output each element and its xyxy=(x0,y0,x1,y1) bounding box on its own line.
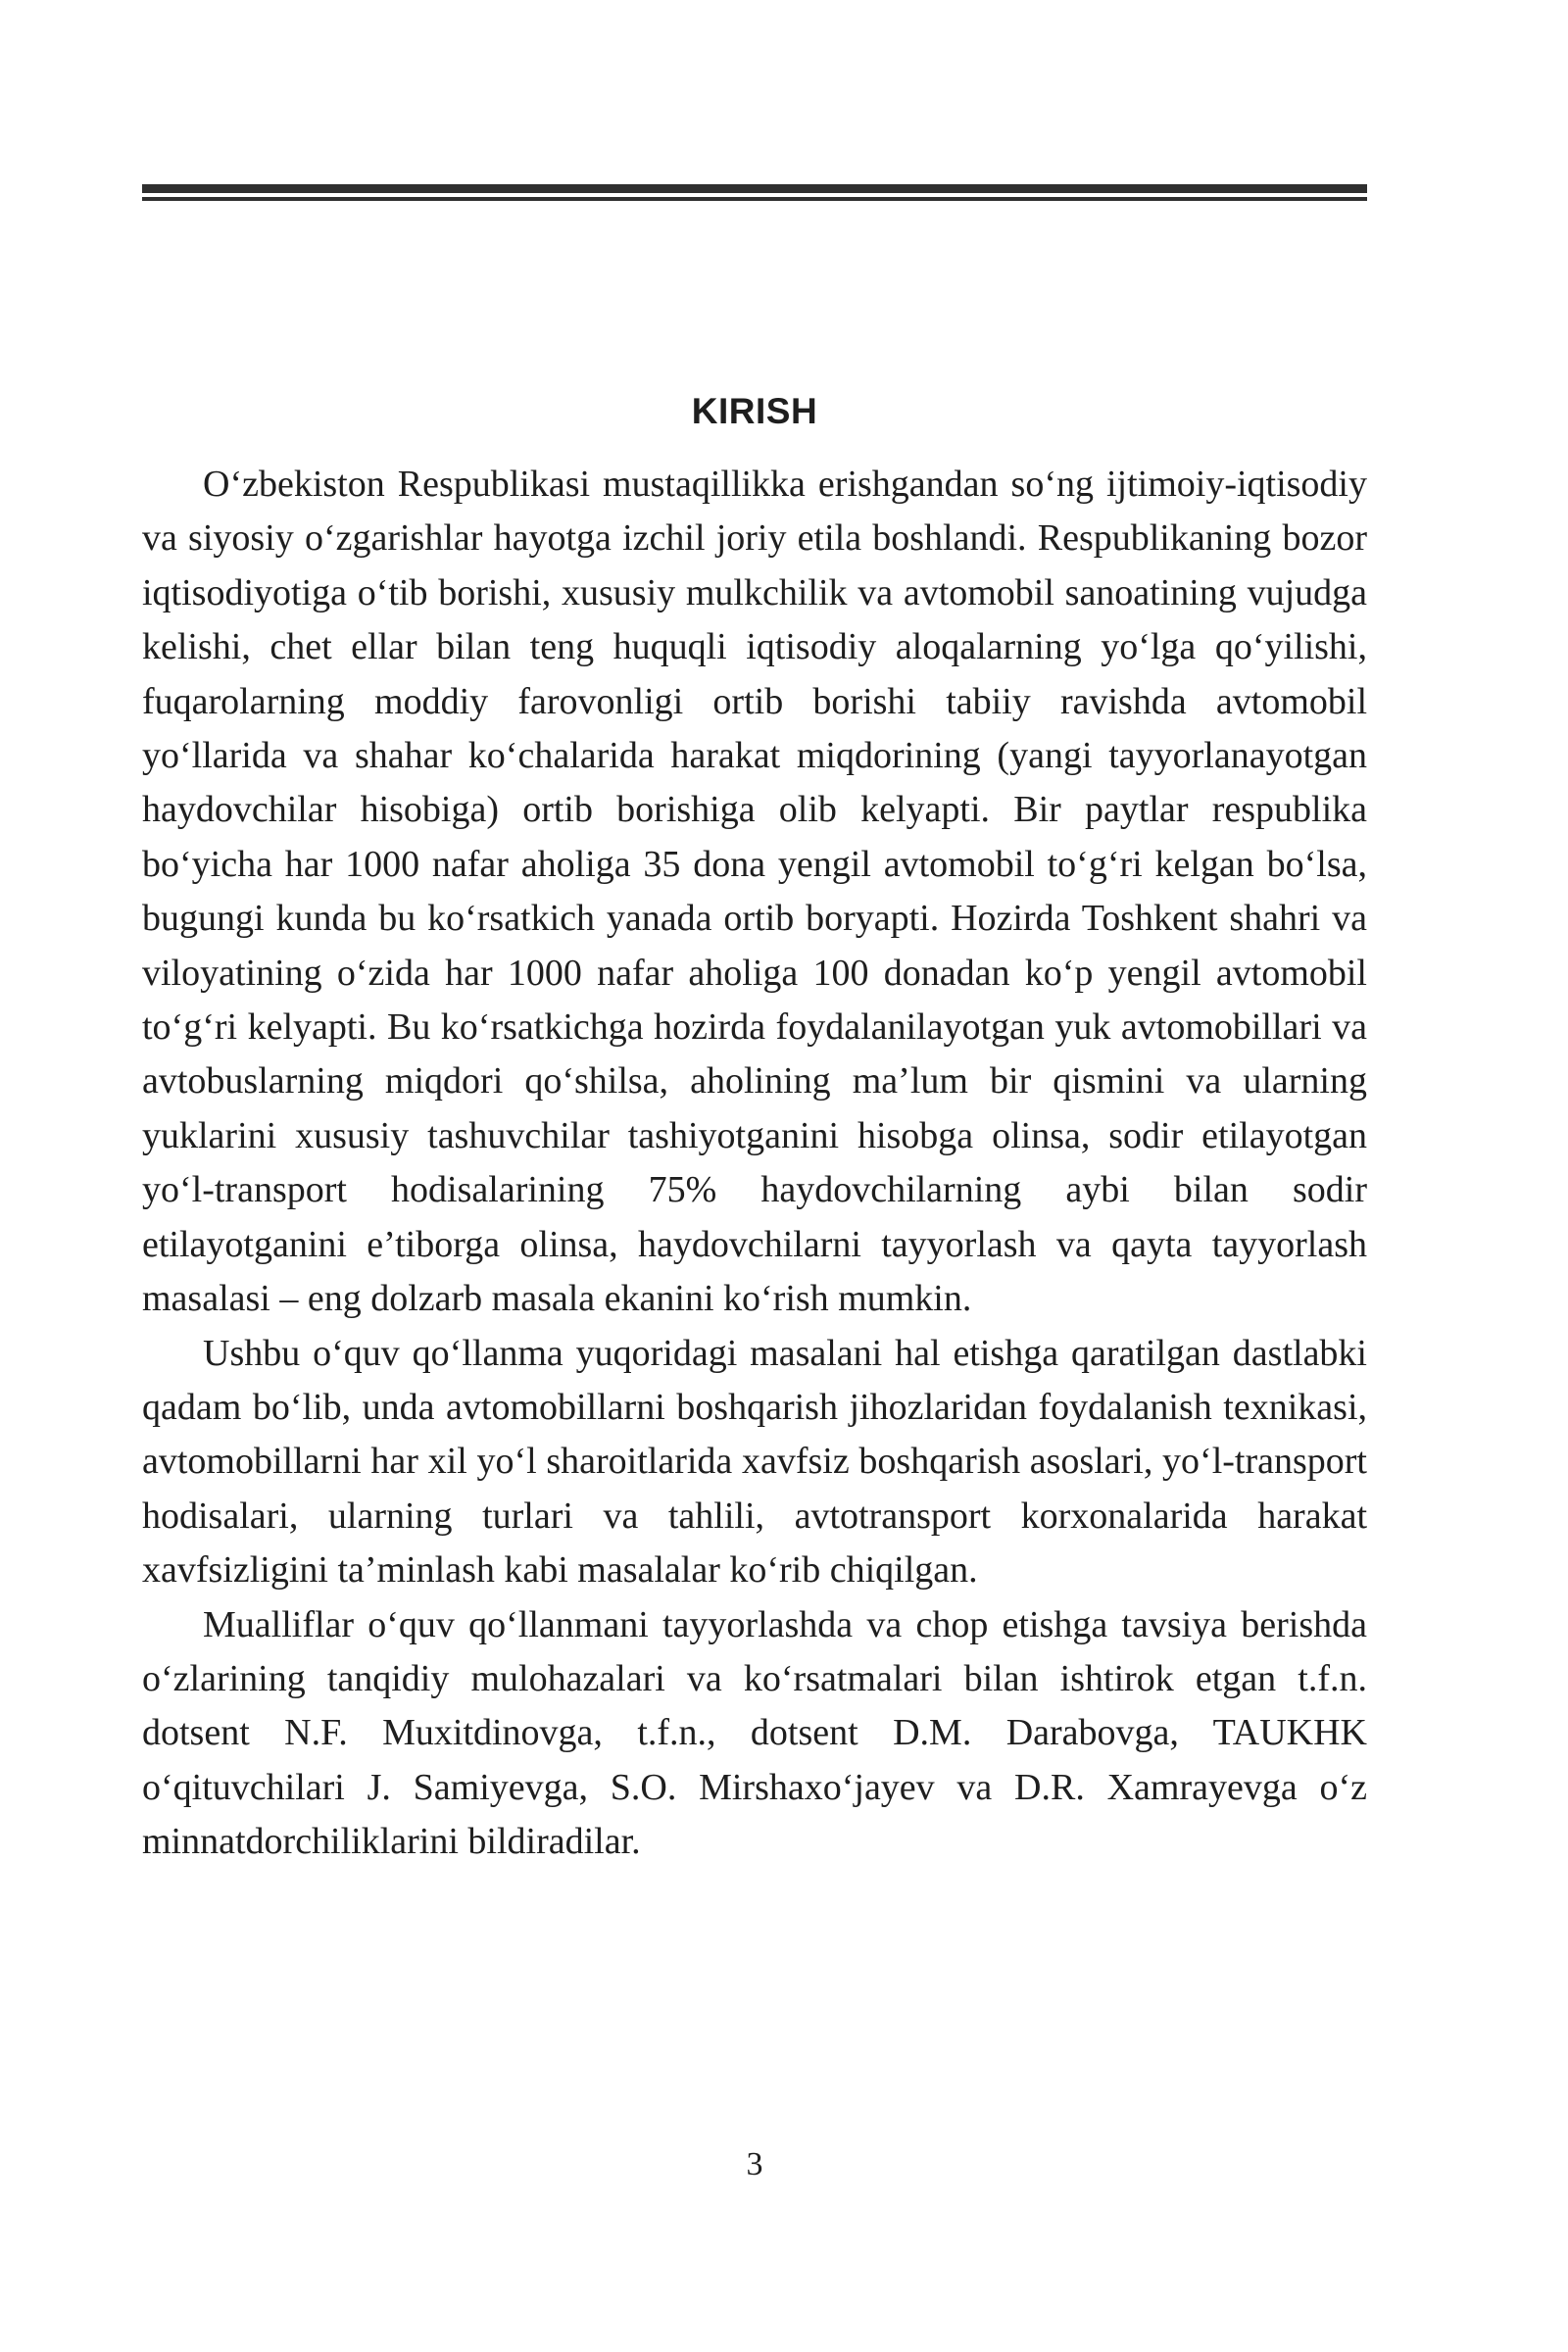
header-rule-thin xyxy=(142,197,1367,201)
paragraph-acknowledgements: Mualliflar o‘quv qo‘llanmani tayyorlashda va chop etishga tavsiya berishda o‘zlarining tanqidiy mulohazalari va ko‘rsatmalari bilan ishtirok etgan t.f.n. dotsent N.F. Muxitdinovga, t.f.n., dotsent D.M. Darabovga, TAUKHK o‘qituvchilari J. Samiyevga, S.O. Mirshaxo‘jayev va D.R. Xamrayevga o‘z minnatdorchiliklarini bildiradilar. xyxy=(142,1603,1367,1863)
page-number: 3 xyxy=(746,2146,763,2182)
header-double-rule xyxy=(142,184,1367,202)
header-rule-thick xyxy=(142,184,1367,193)
body-text xyxy=(142,458,1367,1870)
paragraph-intro: O‘zbekiston Respublikasi mustaqillikka erishgandan so‘ng ijtimoiy-iqtisodiy va siyosiy o‘zgarishlar hayotga izchil joriy etila boshlandi. Respublikaning bozor iqtisodiyotiga o‘tib borishi, xususiy mulkchilik va avtomobil sanoatining vujudga kelishi, chet ellar bilan teng huquqli iqtisodiy aloqalarning yo‘lga qo‘yilishi, fuqarolarning moddiy farovonligi ortib borishi tabiiy ravishda avtomobil yo‘llarida va shahar ko‘chalarida harakat miqdorining (yangi tayyorlanayotgan haydovchilar hisobiga) ortib borishiga olib kelyapti. Bir paytlar respublika bo‘yicha har 1000 nafar aholiga 35 dona yengil avtomobil to‘g‘ri kelgan bo‘lsa, bugungi kunda bu ko‘rsatkich yanada ortib boryapti. Hozirda Toshkent shahri va viloyatining o‘zida har 1000 nafar aholiga 100 donadan ko‘p yengil avtomobil to‘g‘ri kelyapti. Bu ko‘rsatkichga hozirda foydalanilayotgan yuk avtomobillari va avtobuslarning miqdori qo‘shilsa, aholining ma’lum bir qismini va ularning yuklarini xususiy tashuvchilar tashiyotganini hisobga olinsa, sodir etilayotgan yo‘l-transport hodisalarining 75% haydovchilarning aybi bilan sodir etilayotganini e’tiborga olinsa, haydovchilarni tayyorlash va qayta tayyorlash masalasi – eng dolzarb masala ekanini ko‘rish mumkin. xyxy=(142,464,1367,1320)
section-title: KIRISH xyxy=(691,391,818,431)
paragraph-purpose: Ushbu o‘quv qo‘llanma yuqoridagi masalani hal etishga qaratilgan dastlabki qadam bo‘lib, unda avtomobillarni boshqarish jihozlaridan foydalanish texnikasi, avtomobillarni har xil yo‘l sharoitlarida xavfsiz boshqarish asoslari, yo‘l-transport hodisalari, ularning turlari va tahlili, avtotransport korxonalarida harakat xavfsizligini ta’minlash kabi masalalar ko‘rib chiqilgan. xyxy=(142,1332,1367,1592)
